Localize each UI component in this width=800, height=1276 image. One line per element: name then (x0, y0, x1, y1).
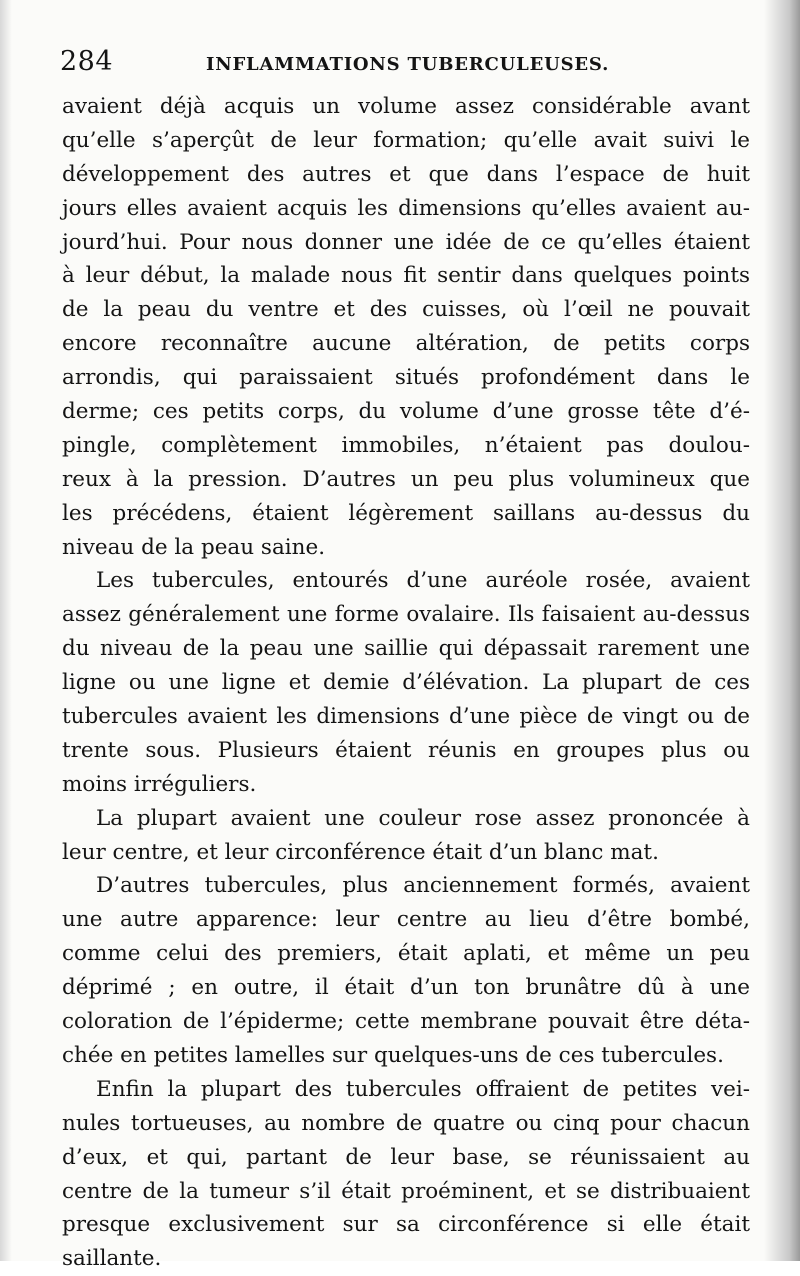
page-header (60, 40, 750, 90)
text-line: chée en petites lamelles sur quelques-uns de ces tubercules. (62, 1042, 724, 1068)
text-line: presque exclusivement sur sa circonférence si elle était (62, 1212, 750, 1238)
text-line: de la peau du ventre et des cuisses, où l’œil ne pouvait (62, 297, 750, 323)
text-line: d’eux, et qui, partant de leur base, se réunissaient au (62, 1144, 750, 1170)
text-line: centre de la tumeur s’il était proéminent, et se distribuaient (62, 1178, 750, 1204)
text-line: saillante. (62, 1246, 162, 1272)
text-line: avaient déjà acquis un volume assez considérable avant (62, 94, 750, 119)
text-line: pingle, complètement immobiles, n’étaient pas doulou- (62, 432, 750, 458)
text-line: à leur début, la malade nous fit sentir dans quelques points (62, 263, 750, 289)
text-line: qu’elle s’aperçût de leur formation; qu’elle avait suivi le (62, 127, 750, 153)
text-line: derme; ces petits corps, du volume d’une grosse tête d’é- (62, 399, 750, 425)
text-line: reux à la pression. D’autres un peu plus volumineux que (62, 466, 750, 492)
text-line: ligne ou une ligne et demie d’élévation. La plupart de ces (62, 670, 750, 696)
text-line: D’autres tubercules, plus anciennement formés, avaient (96, 873, 750, 899)
running-title: INFLAMMATIONS TUBERCULEUSES. (206, 54, 610, 75)
text-line: Enfin la plupart des tubercules offraient de petites vei- (96, 1076, 750, 1102)
text-line: moins irréguliers. (62, 771, 257, 797)
text-line: coloration de l’épiderme; cette membrane pouvait être déta- (62, 1009, 750, 1035)
text-line: niveau de la peau saine. (62, 534, 326, 560)
page-number: 284 (60, 46, 114, 77)
body-text (62, 90, 750, 1276)
text-line: déprimé ; en outre, il était d’un ton brunâtre dû à une (62, 975, 750, 1001)
text-line: arrondis, qui paraissaient situés profondément dans le (62, 365, 750, 391)
text-line: du niveau de la peau une saillie qui dépassait rarement une (62, 636, 750, 662)
text-line: jourd’hui. Pour nous donner une idée de ce qu’elles étaient (62, 229, 750, 255)
text-line: comme celui des premiers, était aplati, et même un peu (62, 941, 750, 967)
text-line: développement des autres et que dans l’espace de huit (62, 161, 750, 187)
text-line: tubercules avaient les dimensions d’une pièce de vingt ou de (62, 704, 750, 730)
text-line: La plupart avaient une couleur rose assez prononcée à (96, 805, 750, 831)
text-line: jours elles avaient acquis les dimensions qu’elles avaient au- (62, 195, 750, 221)
page-left-edge (0, 0, 12, 1261)
text-line: une autre apparence: leur centre au lieu d’être bombé, (62, 907, 750, 933)
text-line: leur centre, et leur circonférence était d’un blanc mat. (62, 839, 659, 865)
text-line: Les tubercules, entourés d’une auréole rosée, avaient (96, 568, 750, 594)
text-line: assez généralement une forme ovalaire. Ils faisaient au-dessus (62, 602, 750, 628)
page-right-edge (764, 0, 800, 1261)
text-line: nules tortueuses, au nombre de quatre ou cinq pour chacun (62, 1110, 750, 1136)
text-line: les précédens, étaient légèrement saillans au-dessus du (62, 500, 750, 526)
text-line: trente sous. Plusieurs étaient réunis en groupes plus ou (62, 737, 750, 763)
text-line: encore reconnaître aucune altération, de petits corps (62, 331, 750, 357)
